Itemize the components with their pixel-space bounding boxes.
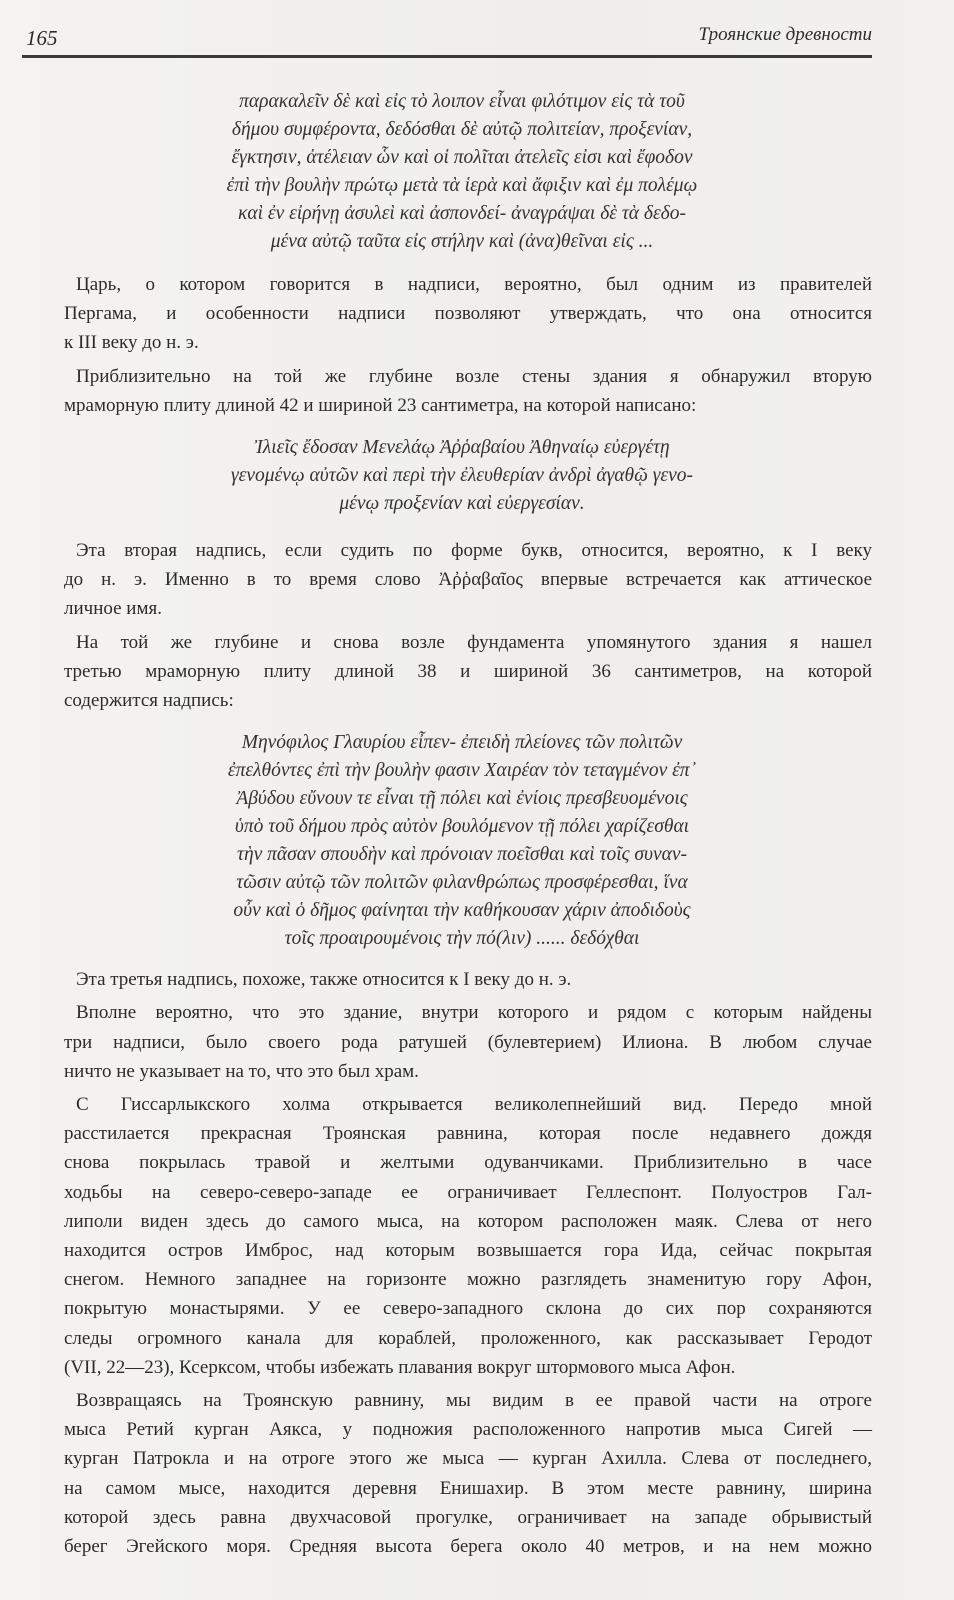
greek-line: δήμου συμφέροντα, δεδόσθαι δὲ αὐτῷ πολιτείαν, προξενίαν,	[231, 119, 693, 140]
page-header	[22, 18, 872, 56]
text-line: мраморную плиту длиной 42 и шириной 23 сантиметра, на которой написано:	[64, 394, 697, 416]
text-line: которой здесь равна двухчасовой прогулке, ограничивает на западе обрывистый	[64, 1506, 872, 1528]
text-line: Вполне вероятно, что это здание, внутри которого и рядом с которым найдены	[76, 1002, 872, 1024]
text-line: На той же глубине и снова возле фундамента упомянутого здания я нашел	[76, 631, 872, 653]
greek-line: καὶ ἐν εἰρήνῃ ἀσυλεὶ καὶ ἀσπονδεί- ἀναγράψαι δὲ τὰ δεδο-	[238, 203, 686, 224]
page-body	[52, 80, 872, 1565]
text-line: Эта вторая надпись, если судить по форме букв, относится, вероятно, к I веку	[76, 540, 872, 562]
text-line: следы огромного канала для кораблей, проложенного, как рассказывает Геродот	[64, 1327, 872, 1349]
paragraph-6	[52, 998, 872, 1086]
greek-line: τοῖς προαιρουμένοις τὴν πό(λιν) ...... δεδόχθαι	[284, 928, 640, 950]
text-line: С Гиссарлыкского холма открывается великолепнейший вид. Передо мной	[76, 1094, 872, 1116]
text-line: Приблизительно на той же глубине возле стены здания я обнаружил вторую	[76, 365, 872, 387]
greek-line: μένα αὐτῷ ταῦτα εἰς στήλην καὶ (ἀνα)θεῖναι εἰς ...	[270, 231, 654, 252]
paragraph-8	[52, 1386, 872, 1561]
greek-inscription-3	[52, 729, 872, 953]
text-line: содержится надпись:	[64, 690, 234, 712]
greek-line: τὴν πᾶσαν σπουδὴν καὶ πρόνοιαν ποεῖσθαι καὶ τοῖς συναν-	[236, 844, 688, 866]
greek-line: ἔγκτησιν, ἀτέλειαν ὧν καὶ οἱ πολῖται ἀτελεῖς εἰσι καὶ ἔφοδον	[231, 147, 693, 168]
text-line: снегом. Немного западнее на горизонте можно разглядеть знаменитую гору Афон,	[64, 1269, 872, 1291]
text-line: личное имя.	[64, 598, 162, 620]
text-line: мыса Ретий курган Аякса, у подножия расположенного напротив мыса Сигей —	[64, 1419, 872, 1441]
paragraph-7	[52, 1090, 872, 1382]
text-line: Эта третья надпись, похоже, также относится к I веку до н. э.	[76, 969, 572, 991]
text-line: три надписи, было своего рода ратушей (булевтерием) Илиона. В любом случае	[64, 1031, 872, 1053]
greek-line: γενομένῳ αὐτῶν καὶ περὶ τὴν ἐλευθερίαν ἀνδρὶ ἀγαθῷ γενο-	[230, 465, 693, 487]
text-line: находится остров Имброс, над которым возвышается гора Ида, сейчас покрытая	[64, 1240, 872, 1262]
text-line: (VII, 22—23), Ксерксом, чтобы избежать плавания вокруг штормового мыса Афон.	[64, 1356, 736, 1378]
greek-line: ἐπὶ τὴν βουλὴν πρώτῳ μετὰ τὰ ἱερὰ καὶ ἄφιξιν καὶ ἐμ πολέμῳ	[226, 175, 698, 196]
text-line: курган Патрокла и на отроге этого же мыса — курган Ахилла. Слева от последнего,	[64, 1448, 872, 1470]
running-title: Троянские древности	[698, 24, 872, 45]
greek-line: Μηνόφιλος Γλαυρίου εἶπεν- ἐπειδὴ πλείονες τῶν πολιτῶν	[241, 732, 683, 754]
text-line: к III веку до н. э.	[64, 332, 199, 354]
greek-line: Ἀβύδου εὔνουν τε εἶναι τῇ πόλει καὶ ἐνίοις πρεσβευομένοις	[236, 788, 688, 810]
text-line: Возвращаясь на Троянскую равнину, мы видим в ее правой части на отроге	[76, 1390, 872, 1412]
greek-line: μένῳ προξενίαν καὶ εὐεργεσίαν.	[339, 493, 585, 515]
greek-inscription-2	[52, 434, 872, 518]
text-line: Пергама, и особенности надписи позволяют утверждать, что она относится	[64, 303, 872, 325]
paragraph-2	[52, 362, 872, 420]
greek-inscription-1	[52, 88, 872, 256]
paragraph-5	[52, 965, 872, 994]
text-line: до н. э. Именно в то время слово Ἀῤῥαβαῖος впервые встречается как аттическое	[64, 569, 872, 591]
greek-line: οὖν καὶ ὁ δῆμος φαίνηται τὴν καθήκουσαν χάριν ἀποδιδοὺς	[233, 900, 691, 922]
greek-line: ὑπὸ τοῦ δήμου πρὸς αὐτὸν βουλόμενον τῇ πόλει χαρίζεσθαι	[234, 816, 690, 838]
text-line: берег Эгейского моря. Средняя высота берега около 40 метров, и на нем можно	[64, 1536, 872, 1558]
greek-line: Ἰλιεῖς ἔδοσαν Μενελάῳ Ἀῤῥαβαίου Ἀθηναίῳ εὐεργέτῃ	[254, 437, 670, 459]
text-line: Царь, о котором говорится в надписи, вероятно, был одним из правителей	[76, 274, 872, 295]
text-line: на самом мысе, находится деревня Енишахир. В этом месте равнину, ширина	[64, 1477, 872, 1499]
paragraph-1	[52, 270, 872, 358]
paragraph-3	[52, 536, 872, 624]
text-line: расстилается прекрасная Троянская равнина, которая после недавнего дождя	[64, 1123, 872, 1145]
page-number: 165	[26, 26, 58, 50]
greek-line: τῶσιν αὐτῷ τῶν πολιτῶν φιλανθρώπως προσφέρεσθαι, ἵνα	[236, 872, 688, 894]
text-line: ничто не указывает на то, что это был храм.	[64, 1060, 419, 1082]
text-line: липоли виден здесь до самого мыса, на котором расположен маяк. Слева от него	[64, 1210, 872, 1232]
text-line: ходьбы на северо-северо-западе ее ограничивает Геллеспонт. Полуостров Гал-	[64, 1181, 872, 1203]
greek-line: παρακαλεῖν δὲ καὶ εἰς τὸ λοιπον εἶναι φιλότιμον εἰς τὰ τοῦ	[239, 91, 685, 112]
text-line: третью мраморную плиту длиной 38 и шириной 36 сантиметров, на которой	[64, 660, 872, 682]
text-line: покрытую монастырями. У ее северо-западного склона до сих пор сохраняются	[64, 1298, 872, 1320]
paragraph-4	[52, 628, 872, 716]
header-rule	[22, 55, 872, 58]
greek-line: ἐπελθόντες ἐπὶ τὴν βουλὴν φασιν Χαιρέαν τὸν τεταγμένον ἐπ᾽	[227, 760, 697, 782]
text-line: снова покрылась травой и желтыми одуванчиками. Приблизительно в часе	[64, 1152, 872, 1174]
